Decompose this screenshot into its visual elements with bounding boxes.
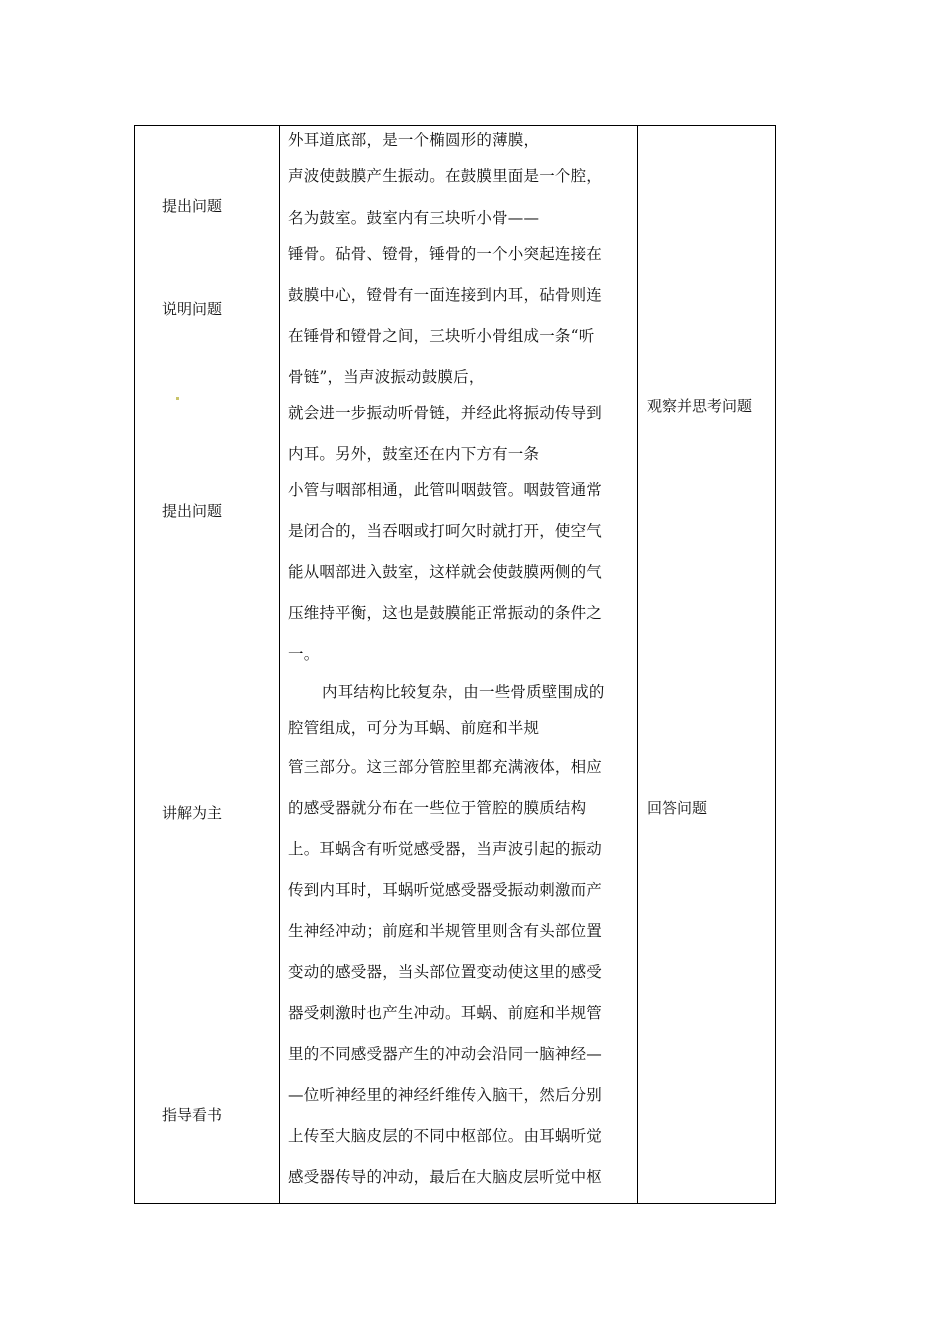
teacher-activity-label: 指导看书 — [162, 1106, 223, 1124]
column-divider-right — [637, 126, 638, 1203]
content-line: 管三部分。这三部分管腔里都充满液体，相应 — [288, 758, 603, 776]
content-line: 内耳结构比较复杂，由一些骨质壁围成的 — [322, 683, 605, 701]
content-line: 外耳道底部，是一个椭圆形的薄膜， — [288, 131, 540, 149]
content-line: 器受刺激时也产生冲动。耳蜗、前庭和半规管 — [288, 1004, 603, 1022]
content-line: 声波使鼓膜产生振动。在鼓膜里面是一个腔， — [288, 167, 603, 185]
content-line: 名为鼓室。鼓室内有三块听小骨—— — [288, 209, 540, 227]
content-line: 的感受器就分布在一些位于管腔的膜质结构 — [288, 799, 587, 817]
content-line: 生神经冲动；前庭和半规管里则含有头部位置 — [288, 922, 603, 940]
teacher-activity-label: 讲解为主 — [162, 804, 223, 822]
content-line: 一。 — [288, 645, 320, 663]
content-line: 骨链”，当声波振动鼓膜后， — [288, 368, 485, 386]
content-line: —位听神经里的神经纤维传入脑干，然后分别 — [288, 1086, 603, 1104]
content-line: 里的不同感受器产生的冲动会沿同一脑神经— — [288, 1045, 603, 1063]
content-line: 能从咽部进入鼓室，这样就会使鼓膜两侧的气 — [288, 563, 603, 581]
stray-mark — [176, 397, 179, 400]
student-activity-label: 回答问题 — [647, 799, 708, 817]
content-line: 内耳。另外，鼓室还在内下方有一条 — [288, 445, 540, 463]
content-line: 腔管组成，可分为耳蜗、前庭和半规 — [288, 719, 540, 737]
content-line: 是闭合的，当吞咽或打呵欠时就打开，使空气 — [288, 522, 603, 540]
content-line: 变动的感受器，当头部位置变动使这里的感受 — [288, 963, 603, 981]
content-line: 压维持平衡，这也是鼓膜能正常振动的条件之 — [288, 604, 603, 622]
content-line: 小管与咽部相通，此管叫咽鼓管。咽鼓管通常 — [288, 481, 603, 499]
student-activity-label: 观察并思考问题 — [647, 397, 753, 415]
teacher-activity-label: 说明问题 — [162, 300, 223, 318]
teacher-activity-label: 提出问题 — [162, 502, 223, 520]
content-line: 上传至大脑皮层的不同中枢部位。由耳蜗听觉 — [288, 1127, 603, 1145]
content-line: 锤骨。砧骨、镫骨，锤骨的一个小突起连接在 — [288, 245, 603, 263]
content-line: 鼓膜中心，镫骨有一面连接到内耳，砧骨则连 — [288, 286, 603, 304]
teacher-activity-label: 提出问题 — [162, 197, 223, 215]
content-line: 上。耳蜗含有听觉感受器，当声波引起的振动 — [288, 840, 603, 858]
content-line: 在锤骨和镫骨之间，三块听小骨组成一条“听 — [288, 327, 595, 345]
content-line: 传到内耳时，耳蜗听觉感受器受振动刺激而产 — [288, 881, 603, 899]
content-line: 感受器传导的冲动，最后在大脑皮层听觉中枢 — [288, 1168, 603, 1186]
content-line: 就会进一步振动听骨链，并经此将振动传导到 — [288, 404, 603, 422]
column-divider-left — [279, 126, 280, 1203]
